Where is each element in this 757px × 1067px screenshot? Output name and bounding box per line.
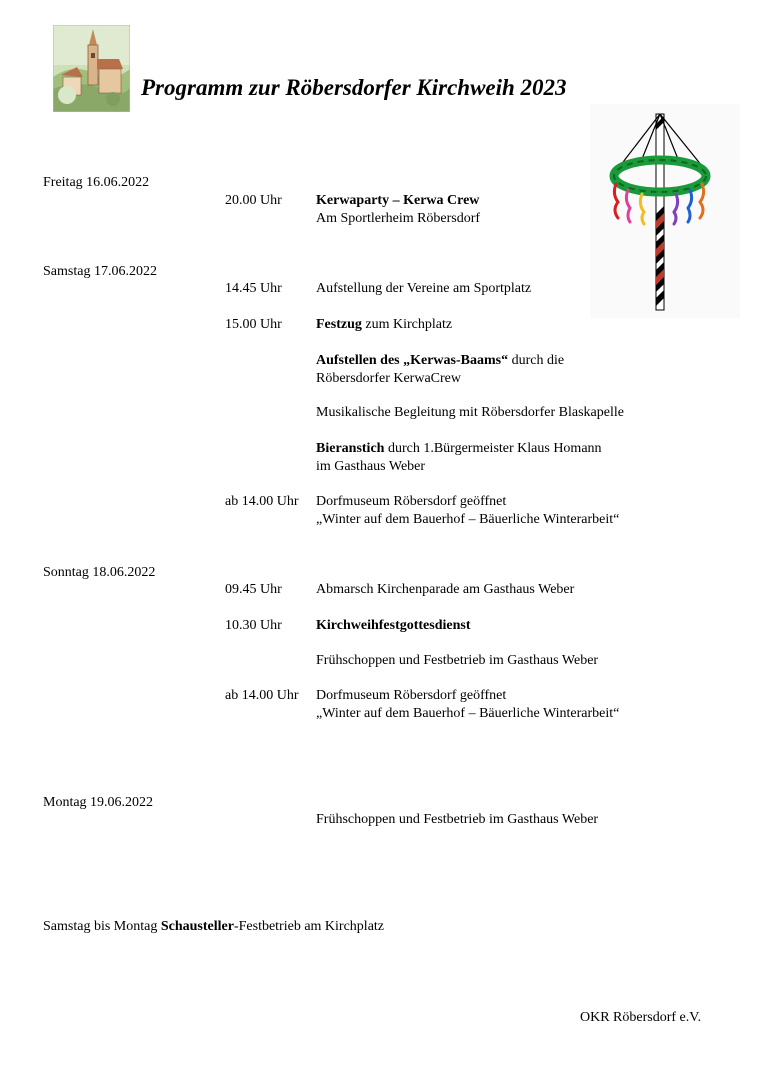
event-description	[316, 440, 602, 457]
event-title-bold: Festzug	[316, 317, 362, 332]
footer-bold: Schausteller	[160, 919, 234, 934]
event-location: Am Sportlerheim Röbersdorf	[316, 211, 481, 226]
event-description: Frühschoppen und Festbetrieb im Gasthaus Weber	[316, 812, 599, 827]
event-text: zum Kirchplatz	[361, 317, 453, 332]
event-text: durch die	[508, 353, 565, 368]
day-heading-friday: Freitag 16.06.2022	[43, 175, 150, 190]
event-title-bold: Kirchweihfestgottesdienst	[316, 618, 471, 633]
event-title-bold: Kerwaparty – Kerwa Crew	[316, 193, 480, 208]
event-description-line2: im Gasthaus Weber	[316, 459, 426, 474]
day-heading-sunday: Sonntag 18.06.2022	[43, 565, 156, 580]
event-title	[316, 617, 471, 634]
event-description-line2: „Winter auf dem Bauerhof – Bäuerliche Winterarbeit“	[316, 512, 620, 527]
event-description-line2: Röbersdorfer KerwaCrew	[316, 371, 461, 386]
event-time: 09.45 Uhr	[225, 582, 282, 597]
event-time: 10.30 Uhr	[225, 618, 282, 633]
day-heading-monday: Montag 19.06.2022	[43, 795, 154, 810]
maypole-icon	[590, 104, 740, 318]
event-description: Abmarsch Kirchenparade am Gasthaus Weber	[316, 582, 575, 597]
event-description: Dorfmuseum Röbersdorf geöffnet	[316, 494, 507, 509]
event-time: ab 14.00 Uhr	[225, 688, 299, 703]
footer-text: -Festbetrieb am Kirchplatz	[233, 919, 385, 934]
event-time: 14.45 Uhr	[225, 281, 282, 296]
event-title	[316, 192, 479, 209]
event-description	[316, 316, 452, 333]
page-title: Programm zur Röbersdorfer Kirchweih 2023	[141, 75, 567, 100]
event-title-bold: Bieranstich	[316, 441, 385, 456]
footer-note	[43, 918, 384, 935]
event-time: 15.00 Uhr	[225, 317, 282, 332]
event-title-bold: Aufstellen des „Kerwas-Baams“	[316, 353, 509, 368]
event-description-line2: „Winter auf dem Bauerhof – Bäuerliche Winterarbeit“	[316, 706, 620, 721]
event-text: durch 1.Bürgermeister Klaus Homann	[384, 441, 602, 456]
event-time: ab 14.00 Uhr	[225, 494, 299, 509]
village-church-logo-icon	[53, 25, 130, 112]
footer-text: Samstag bis Montag	[43, 919, 161, 934]
day-heading-saturday: Samstag 17.06.2022	[43, 264, 157, 279]
event-description	[316, 352, 564, 369]
event-description: Dorfmuseum Röbersdorf geöffnet	[316, 688, 507, 703]
event-description: Musikalische Begleitung mit Röbersdorfer Blaskapelle	[316, 405, 624, 420]
signature: OKR Röbersdorf e.V.	[580, 1010, 702, 1025]
event-description: Frühschoppen und Festbetrieb im Gasthaus Weber	[316, 653, 599, 668]
event-description: Aufstellung der Vereine am Sportplatz	[316, 281, 532, 296]
event-time: 20.00 Uhr	[225, 193, 282, 208]
